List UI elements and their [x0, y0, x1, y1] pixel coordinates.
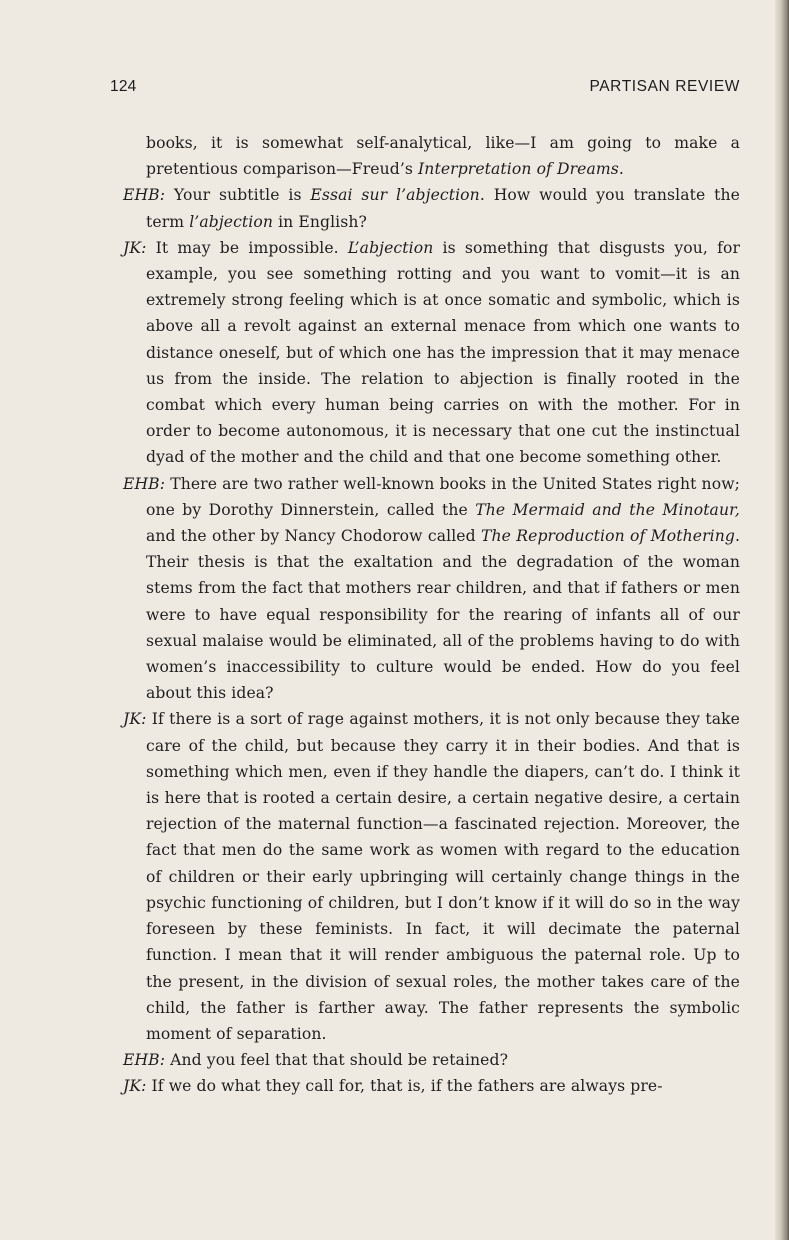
text-run: It may be impossible.: [146, 238, 348, 257]
continued-paragraph: [146, 130, 740, 182]
italic-title: The Reproduction of Mothering: [481, 527, 735, 546]
italic-title: L’abjection: [347, 238, 434, 257]
text-run: . How would you translate the term: [146, 186, 740, 231]
page-header: [110, 78, 740, 100]
speaker-turn: [123, 471, 741, 707]
italic-title: The Mermaid and the Minotaur,: [475, 500, 740, 519]
text-run: books, it is somewhat self-analytical, like—I am going to make a pretentious comparison—Freud’s: [146, 134, 740, 179]
text-run: .: [618, 160, 624, 179]
text-run: And you feel that that should be retained?: [165, 1051, 509, 1070]
speaker-label: EHB:: [123, 1051, 166, 1070]
speaker-turn: [123, 1047, 740, 1073]
speaker-label: JK:: [123, 238, 147, 257]
italic-title: Essai sur l’abjection: [310, 186, 480, 205]
running-head: PARTISAN REVIEW: [589, 78, 740, 95]
italic-title: Interpretation of Dreams: [418, 160, 619, 179]
speaker-label: EHB:: [123, 186, 166, 205]
text-run: and the other by Nancy Chodorow called: [146, 527, 482, 546]
interview-text: [123, 130, 741, 1100]
speaker-label: EHB:: [123, 474, 166, 493]
text-run: in English?: [273, 212, 367, 231]
text-run: If there is a sort of rage against mothers, it is not only because they take care of the child, but because they carry it in their bodies. And that is something which men, even if they handle the diapers, can’t do. I think it is here that is rooted a certain desire, a certain negative desire, a certain rejection of the maternal function—a fascinated rejection. Moreover, the fact that men do the same work as women with regard to the education of children or their early upbringing will certainly change things in the psychic functioning of children, but I don’t know if it will do so in the way foreseen by these feminists. In fact, it will decimate the paternal function. I mean that it will render ambiguous the paternal role. Up to the present, in the division of sexual roles, the mother takes care of the child, the father is farther away. The father represents the symbolic moment of separation.: [146, 710, 740, 1043]
text-run: . Their thesis is that the exaltation and the degradation of the woman stems from the fact that mothers rear children, and that if fathers or men were to have equal responsibility for the rearing of infants all of our sexual malaise would be eliminated, all of the problems having to do with women’s inaccessibility to culture would be ended. How do you feel about this idea?: [146, 527, 741, 703]
text-run: If we do what they call for, that is, if the fathers are always pre-: [146, 1077, 663, 1096]
text-run: There are two rather well-known books in the United States right now; one by Dorothy Dinnerstein, called the: [146, 474, 740, 519]
speaker-turn: [123, 235, 740, 471]
speaker-turn: [123, 706, 740, 1047]
italic-title: l’abjection: [189, 212, 274, 231]
text-run: Your subtitle is: [165, 186, 311, 205]
speaker-turn: [123, 1073, 740, 1099]
book-spine-shadow: [775, 0, 789, 1240]
speaker-label: JK:: [123, 710, 147, 729]
speaker-label: JK:: [123, 1077, 147, 1096]
text-run: is something that disgusts you, for example, you see something rotting and you want to vomit—it is an extremely strong feeling which is at once somatic and symbolic, which is above all a revolt against an external menace from which one wants to distance oneself, but of which one has the impression that it may menace us from the inside. The relation to abjection is finally rooted in the combat which every human being carries on with the mother. For in order to become autonomous, it is necessary that one cut the instinctual dyad of the mother and the child and that one become something other.: [146, 238, 740, 467]
speaker-turn: [123, 182, 740, 234]
page-number: 124: [110, 78, 137, 95]
